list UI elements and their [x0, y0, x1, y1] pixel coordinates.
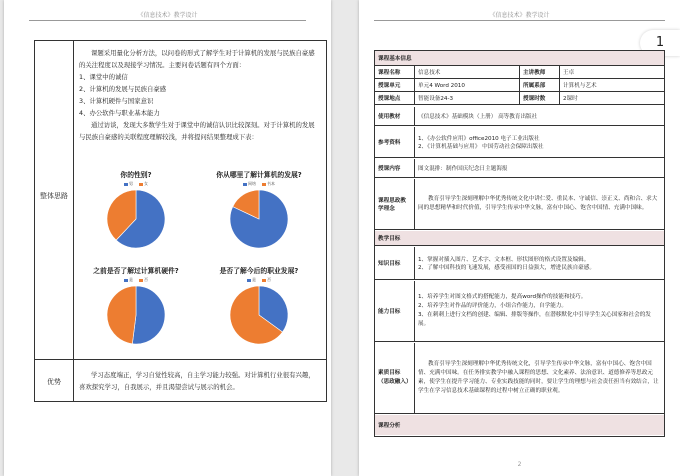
legend-item: 书本	[262, 181, 275, 187]
chart-title: 你从哪里了解计算机的发展?	[216, 171, 302, 179]
topic-item: 3、计算机硬件与国家意识	[79, 97, 154, 105]
page-header: 《信息技术》教学设计	[489, 12, 550, 19]
page-header: 《信息技术》教学设计	[137, 12, 198, 19]
chart-title: 之前是否了解过计算机硬件?	[93, 267, 179, 275]
pie-slice	[107, 286, 136, 344]
legend-item: 男	[124, 181, 133, 187]
page-number-badge[interactable]: 1	[640, 30, 680, 56]
reference-item: 1、《办公软件应用》office2010 电子工业出版社	[418, 136, 540, 142]
section-header: 教学目标	[375, 231, 664, 246]
page-footer-number: 2	[517, 461, 522, 468]
header-rule	[29, 20, 306, 21]
document-page-1	[4, 0, 331, 476]
label-advantage: 优势	[47, 378, 61, 386]
pie-chart-4	[201, 265, 317, 351]
reference-item: 2、《计算机基础与应用》 中国劳动社会保障出版社	[418, 144, 544, 150]
intro-paragraph: 课题采用量化分析方法，以问卷的形式了解学生对于计算机的发展与民族自豪感的关注程度以及现接学习情况。主要问卷话题有四个方面：	[79, 49, 315, 69]
overall-content	[79, 47, 320, 143]
legend-item: 是	[247, 277, 256, 283]
info-row: 授课内容 图文混排：制作国庆纪念日主题海报	[375, 159, 664, 178]
topic-item: 1、课堂中的诚信	[79, 73, 128, 81]
label-column	[35, 41, 74, 401]
info-row: 课程名称 信息技术 主讲教师 王卓	[375, 66, 664, 79]
pie-svg	[81, 187, 191, 251]
goal-row: 知识目标 1、掌握对插入图片、艺术字、文本框、形状图形的格式设置及编辑。 2、了解中国科技的飞速发展，感受祖国的日益强大，增进民族自豪感。	[375, 247, 664, 280]
legend-item: 否	[262, 277, 271, 283]
document-page-2	[359, 0, 680, 476]
pie-svg	[81, 283, 191, 347]
advantage-content	[79, 369, 320, 393]
chart-title: 你的性别?	[120, 171, 152, 179]
legend-item: 女	[139, 181, 148, 187]
pie-svg	[201, 283, 317, 347]
course-info-table	[374, 50, 665, 437]
pie-chart-2	[201, 169, 317, 255]
chart-title: 是否了解今后的职业发展?	[219, 267, 299, 275]
row-divider	[35, 359, 326, 360]
interview-paragraph: 通过访谈，发现大多数学生对于课堂中的诚信认识比较深刻。对于计算机的发展与民族自豪感的关联程度理解较浅，并将提问结果整理成下表：	[79, 121, 315, 141]
section-header: 课程分析	[375, 415, 664, 435]
topic-item: 4、办公软件与职业基本能力	[79, 109, 160, 117]
section-header: 课程基本信息	[375, 51, 664, 66]
info-row: 课程思政教学理念 教育引导学生深刻理解中华优秀传统文化中讲仁爱、重民本、守诚信、崇正义、尚和合、求大同的思想精华和时代价值，引导学生传承中华文脉，富有中国心、饱含中国情、充满中国味。	[375, 179, 664, 230]
goal-row: 素质目标（思政融入） 教育引导学生深刻理解中华优秀传统文化，引导学生传承中华文脉，富有中国心、饱含中国情、充满中国味。在任务排实教学中融入课程的思想、文化素养、法治意识、道德修养等思政元素，使学生在提升学习能力、专业实践技能的同时，要让学生的理想与社会责任担当有效结合，让学生在学习信息技术基础课程的过程中树立正确的职业观。	[375, 343, 664, 414]
advantage-text: 学习态度端正，学习自觉性较高，自主学习能力较强。对计算机行业很有兴趣，喜欢探究学习，自我展示，并且渴望尝试与展示的机会。	[79, 371, 315, 391]
pie-slice	[132, 286, 165, 344]
info-row: 参考资料 1、《办公软件应用》office2010 电子工业出版社 2、《计算机基础与应用》 中国劳动社会保障出版社	[375, 127, 664, 158]
analysis-table	[34, 40, 327, 402]
info-row: 使用教材 《信息技术》基础模块（上册） 高等教育出版社	[375, 107, 664, 126]
legend-item: 网络	[243, 181, 256, 187]
pie-chart-3	[81, 265, 191, 351]
pie-chart-1	[81, 169, 191, 255]
info-row: 授课地点 智能设备24-3 授课时数 2课时	[375, 92, 664, 105]
info-row: 授课单元 单元4 Word 2010 所属系部 计算机与艺术	[375, 79, 664, 92]
goal-row: 能力目标 1、培养学生对图文格式的搭配能力，提高word操作的技能和技巧。 2、培养学生对作品的评价能力，小组合作能力，自学能力。 3、在刺刺上进行文档的创建、编辑、排版等操作，在潜移默化中引导学生关心国家和社会的发展。	[375, 281, 664, 342]
label-overall: 整体思路	[40, 192, 68, 200]
legend-item: 是	[124, 277, 133, 283]
header-rule	[374, 20, 665, 21]
pie-svg	[201, 187, 317, 251]
topic-item: 2、计算机的发展与民族自豪感	[79, 85, 167, 93]
legend-item: 否	[139, 277, 148, 283]
